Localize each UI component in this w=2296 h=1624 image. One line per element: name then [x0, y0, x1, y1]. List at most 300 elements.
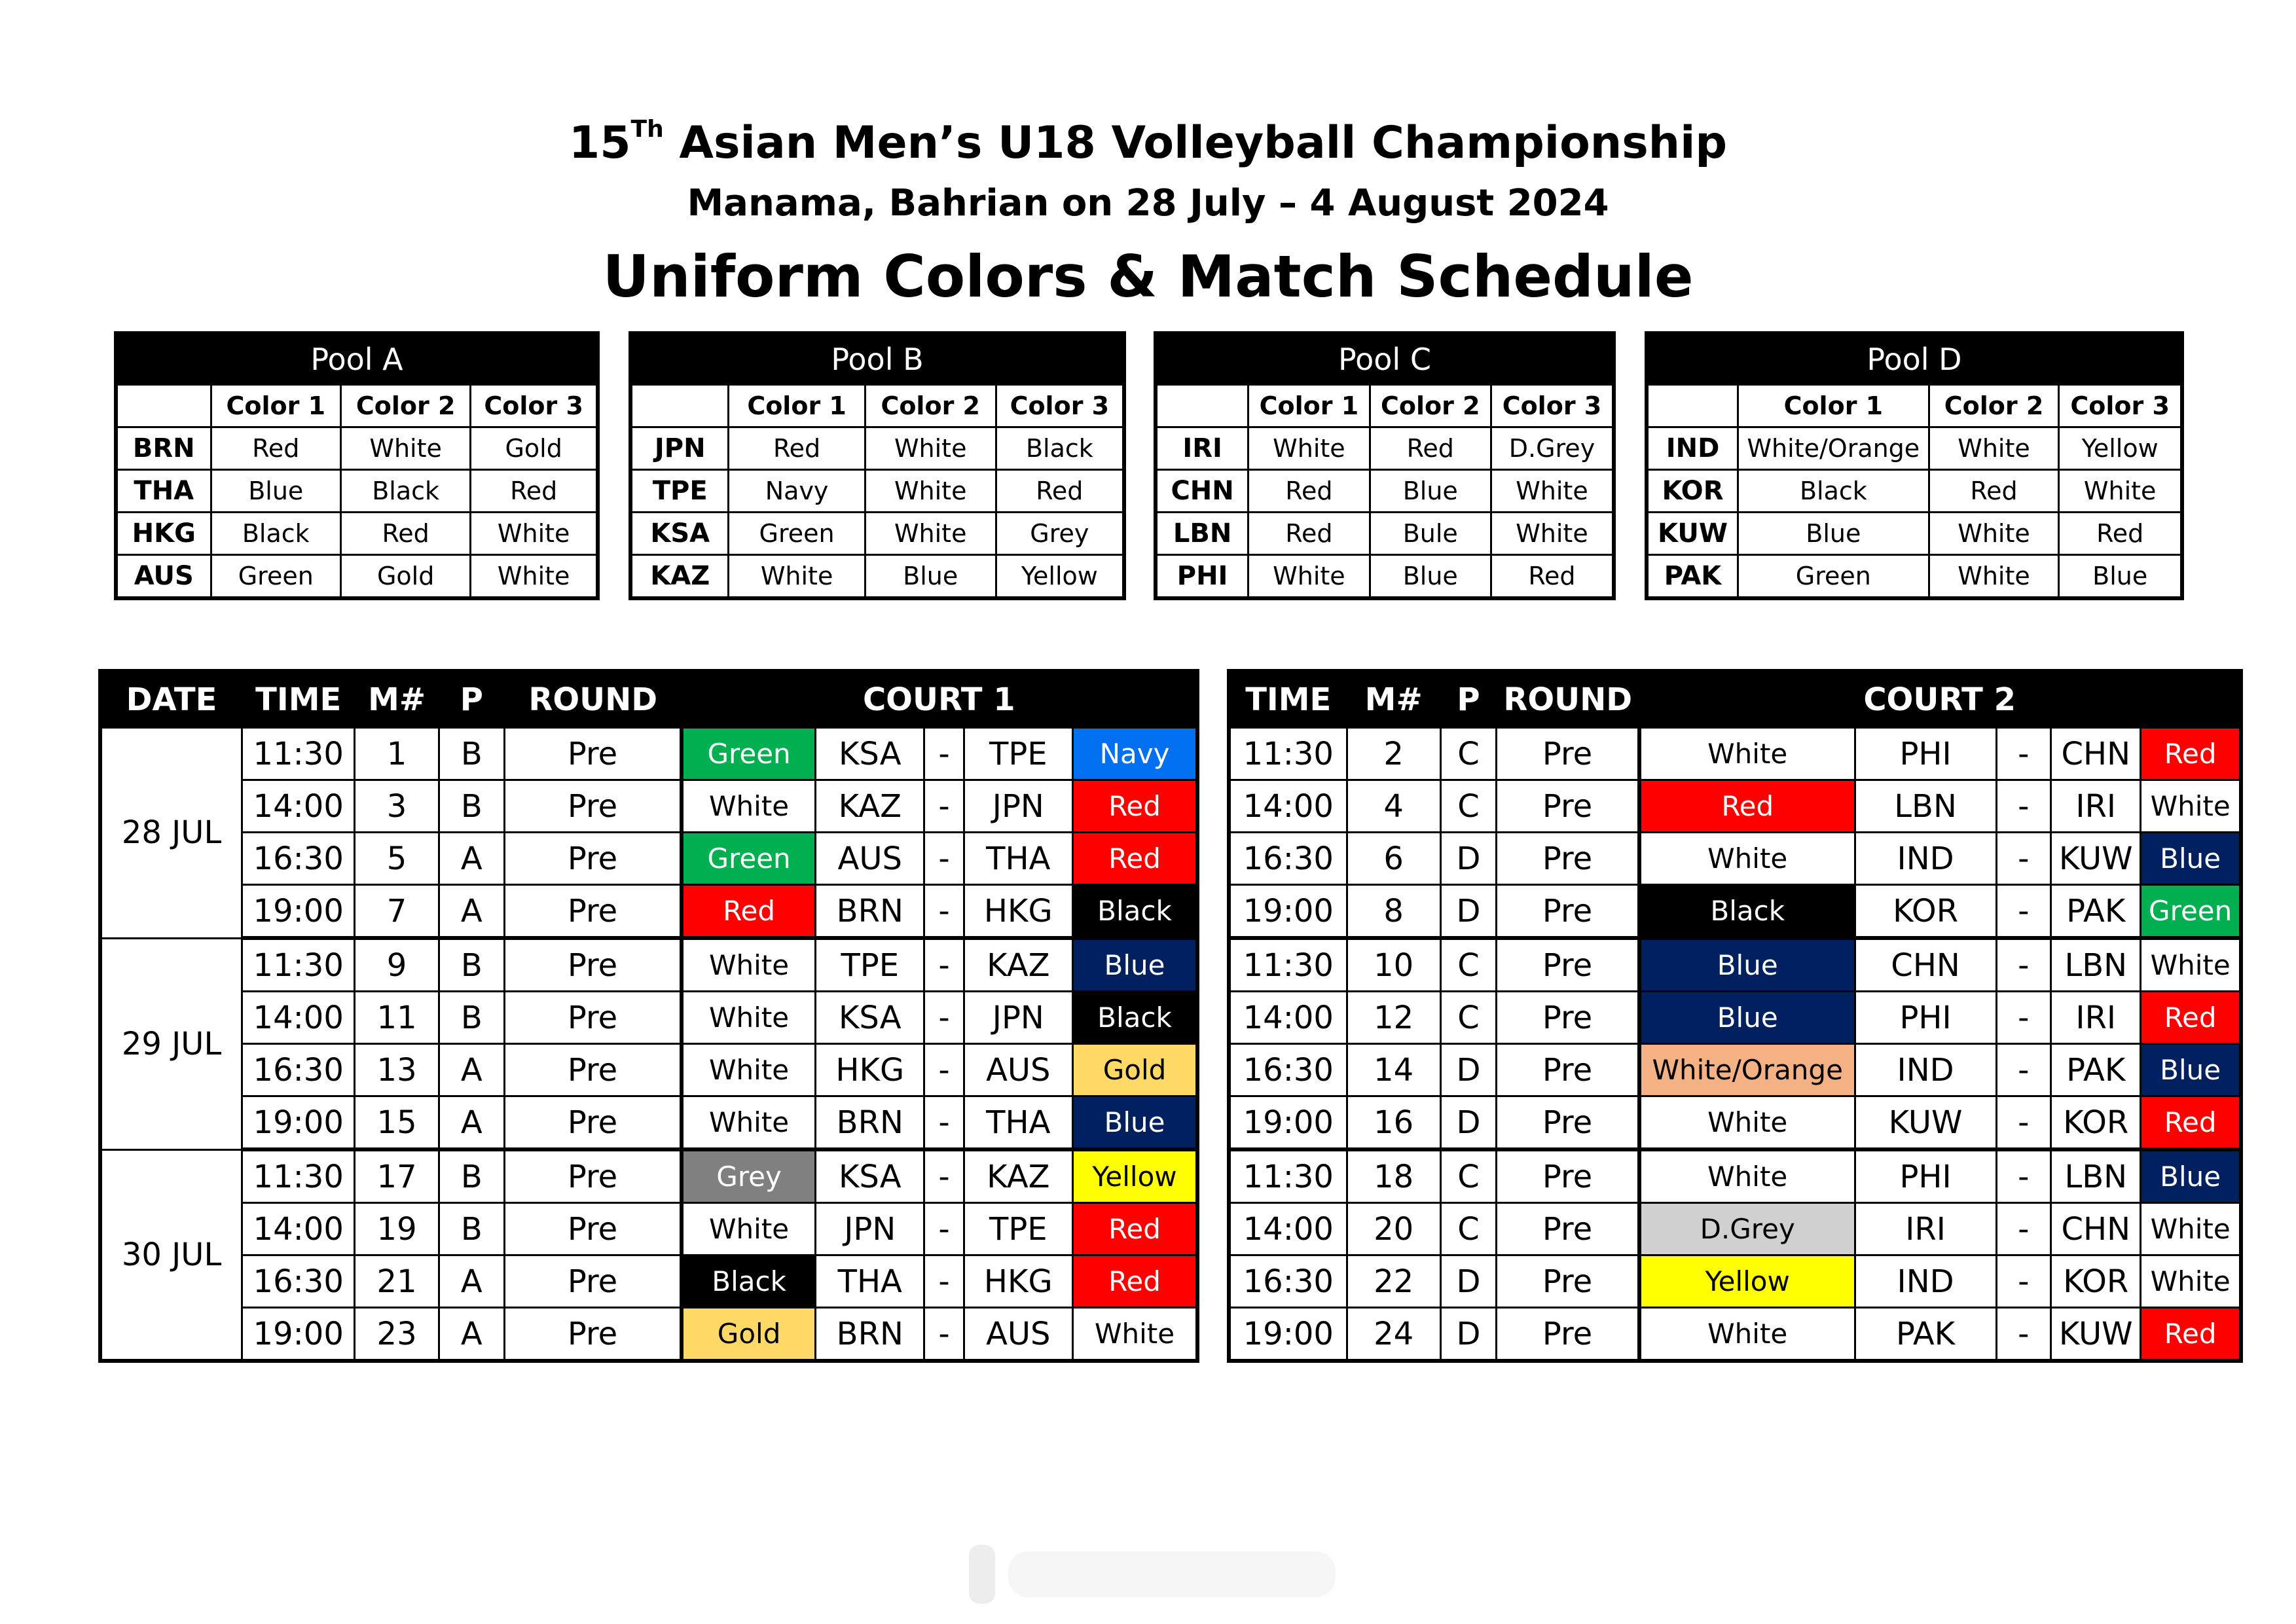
home-uniform-color: White [682, 1203, 815, 1255]
home-team: PAK [1855, 1308, 1996, 1362]
match-round: Pre [1497, 1096, 1639, 1150]
pool-d-table [1645, 331, 2184, 600]
versus-separator: - [1996, 1308, 2051, 1362]
home-team: IRI [1855, 1203, 1996, 1255]
team-color: Red [1370, 427, 1491, 470]
match-pool: C [1440, 1203, 1496, 1255]
time-header: TIME [1229, 671, 1347, 728]
team-color: Red [1929, 470, 2059, 513]
away-team: KUW [2051, 833, 2141, 885]
home-uniform-color: Gold [682, 1308, 815, 1362]
away-uniform-color: Red [2141, 1308, 2241, 1362]
pool-color-header: Color 3 [471, 385, 598, 427]
home-uniform-color: White [682, 1044, 815, 1096]
match-number: 11 [355, 992, 439, 1044]
match-row [1229, 1308, 2241, 1362]
away-uniform-color: Red [2141, 728, 2241, 780]
home-uniform-color: White [1639, 1308, 1855, 1362]
team-color: Red [340, 513, 470, 555]
match-round: Pre [1497, 992, 1639, 1044]
home-uniform-color: Grey [682, 1149, 815, 1203]
team-color: Gold [471, 427, 598, 470]
pool-color-header: Color 3 [1491, 385, 1614, 427]
versus-separator: - [924, 780, 964, 833]
home-team: PHI [1855, 992, 1996, 1044]
team-code: TPE [630, 470, 729, 513]
team-code: KUW [1647, 513, 1738, 555]
team-color: Green [1738, 555, 1929, 599]
match-row [1229, 780, 2241, 833]
away-team: LBN [2051, 1149, 2141, 1203]
home-uniform-color: Red [682, 885, 815, 939]
team-color: Red [471, 470, 598, 513]
away-uniform-color: Red [1073, 1255, 1198, 1308]
match-time: 14:00 [242, 992, 355, 1044]
home-team: CHN [1855, 938, 1996, 992]
home-uniform-color: Blue [1639, 938, 1855, 992]
team-color: White [1929, 427, 2059, 470]
pool-color-header: Color 1 [1738, 385, 1929, 427]
match-number: 4 [1347, 780, 1440, 833]
home-uniform-color: White [682, 1096, 815, 1150]
team-code: KSA [630, 513, 729, 555]
team-color: Red [729, 427, 865, 470]
match-date: 29 JUL [100, 938, 242, 1149]
away-uniform-color: Yellow [1073, 1149, 1198, 1203]
away-uniform-color: Blue [2141, 833, 2241, 885]
pool-header-row [1156, 385, 1614, 427]
team-color: White/Orange [1738, 427, 1929, 470]
home-uniform-color: White [1639, 1096, 1855, 1150]
pool-team-row [1647, 555, 2182, 599]
home-team: KUW [1855, 1096, 1996, 1150]
away-uniform-color: Blue [1073, 1096, 1198, 1150]
match-time: 19:00 [242, 1308, 355, 1362]
match-round: Pre [1497, 1203, 1639, 1255]
match-pool: B [439, 1203, 504, 1255]
team-code: PAK [1647, 555, 1738, 599]
match-round: Pre [504, 938, 682, 992]
team-color: Blue [1370, 555, 1491, 599]
team-color: Red [2059, 513, 2182, 555]
match-round: Pre [1497, 1044, 1639, 1096]
pool-title-row [116, 333, 598, 385]
pool-team-row [630, 555, 1124, 599]
match-time: 11:30 [242, 1149, 355, 1203]
match-round: Pre [1497, 833, 1639, 885]
home-team: PHI [1855, 1149, 1996, 1203]
away-uniform-color: White [2141, 1255, 2241, 1308]
match-pool: D [1440, 833, 1496, 885]
team-color: White [340, 427, 470, 470]
match-row [100, 728, 1197, 780]
team-color: Green [211, 555, 340, 599]
match-number: 23 [355, 1308, 439, 1362]
schedule-header-row [100, 671, 1197, 728]
match-time: 19:00 [242, 885, 355, 939]
versus-separator: - [1996, 1255, 2051, 1308]
match-row [1229, 885, 2241, 939]
pool-header-blank [1156, 385, 1248, 427]
home-team: THA [816, 1255, 924, 1308]
match-number: 15 [355, 1096, 439, 1150]
page-heading: Uniform Colors & Match Schedule [602, 243, 1694, 310]
match-row [1229, 1044, 2241, 1096]
away-team: KUW [2051, 1308, 2141, 1362]
match-time: 14:00 [1229, 780, 1347, 833]
match-number: 14 [1347, 1044, 1440, 1096]
match-row [1229, 1203, 2241, 1255]
match-time: 19:00 [242, 1096, 355, 1150]
match-round: Pre [504, 1255, 682, 1308]
match-pool: D [1440, 1044, 1496, 1096]
match-row [1229, 992, 2241, 1044]
match-round: Pre [504, 780, 682, 833]
team-color: Blue [865, 555, 996, 599]
match-pool: B [439, 1149, 504, 1203]
team-code: THA [116, 470, 211, 513]
match-number: 21 [355, 1255, 439, 1308]
team-color: White [1929, 513, 2059, 555]
versus-separator: - [1996, 728, 2051, 780]
match-number-header: M# [1347, 671, 1440, 728]
match-row [100, 1255, 1197, 1308]
venue-subtitle: Manama, Bahrian on 28 July – 4 August 2024 [687, 182, 1609, 225]
pool-team-row [116, 427, 598, 470]
match-time: 19:00 [1229, 1308, 1347, 1362]
pool-header-blank [1647, 385, 1738, 427]
versus-separator: - [924, 1149, 964, 1203]
match-pool: C [1440, 780, 1496, 833]
team-color: Blue [1370, 470, 1491, 513]
match-pool: C [1440, 992, 1496, 1044]
match-round: Pre [1497, 728, 1639, 780]
round-header: ROUND [504, 671, 682, 728]
match-row [1229, 1255, 2241, 1308]
home-uniform-color: Green [682, 728, 815, 780]
match-pool: A [439, 1255, 504, 1308]
team-color: D.Grey [1491, 427, 1614, 470]
pool-header: P [1440, 671, 1496, 728]
team-color: Black [340, 470, 470, 513]
match-number-header: M# [355, 671, 439, 728]
team-color: White [1248, 427, 1370, 470]
versus-separator: - [924, 1203, 964, 1255]
court-1-schedule [98, 669, 1199, 1363]
team-color: Yellow [996, 555, 1124, 599]
home-team: KOR [1855, 885, 1996, 939]
home-team: IND [1855, 833, 1996, 885]
match-round: Pre [1497, 885, 1639, 939]
versus-separator: - [924, 1255, 964, 1308]
c2-header: COURT 2 [1639, 671, 2241, 728]
team-code: AUS [116, 555, 211, 599]
pool-color-header: Color 2 [340, 385, 470, 427]
pool-title-row [630, 333, 1124, 385]
pool-team-row [630, 427, 1124, 470]
versus-separator: - [924, 885, 964, 939]
home-team: BRN [816, 885, 924, 939]
c1-header: COURT 1 [682, 671, 1197, 728]
match-time: 14:00 [1229, 1203, 1347, 1255]
team-color: White [729, 555, 865, 599]
team-color: Blue [2059, 555, 2182, 599]
match-round: Pre [1497, 1255, 1639, 1308]
away-uniform-color: Blue [2141, 1149, 2241, 1203]
match-number: 8 [1347, 885, 1440, 939]
home-uniform-color: Red [1639, 780, 1855, 833]
match-pool: B [439, 992, 504, 1044]
away-uniform-color: White [2141, 938, 2241, 992]
team-color: White [1491, 513, 1614, 555]
away-team: KAZ [964, 1149, 1072, 1203]
match-pool: A [439, 833, 504, 885]
pool-header-row [116, 385, 598, 427]
away-team: AUS [964, 1044, 1072, 1096]
match-number: 1 [355, 728, 439, 780]
match-number: 16 [1347, 1096, 1440, 1150]
home-team: PHI [1855, 728, 1996, 780]
away-team: KOR [2051, 1255, 2141, 1308]
match-time: 14:00 [1229, 992, 1347, 1044]
pool-team-row [1647, 470, 2182, 513]
away-team: PAK [2051, 1044, 2141, 1096]
match-number: 10 [1347, 938, 1440, 992]
match-number: 2 [1347, 728, 1440, 780]
away-team: AUS [964, 1308, 1072, 1362]
pool-color-header: Color 2 [865, 385, 996, 427]
versus-separator: - [1996, 1096, 2051, 1150]
home-uniform-color: D.Grey [1639, 1203, 1855, 1255]
pool-color-header: Color 3 [996, 385, 1124, 427]
away-team: KOR [2051, 1096, 2141, 1150]
match-row [100, 1308, 1197, 1362]
match-time: 16:30 [1229, 1255, 1347, 1308]
home-team: KAZ [816, 780, 924, 833]
pool-a-table [114, 331, 600, 600]
home-team: IND [1855, 1255, 1996, 1308]
home-team: LBN [1855, 780, 1996, 833]
match-number: 24 [1347, 1308, 1440, 1362]
versus-separator: - [1996, 1044, 2051, 1096]
pool-color-header: Color 1 [1248, 385, 1370, 427]
match-row [100, 1096, 1197, 1150]
home-team: AUS [816, 833, 924, 885]
match-date: 30 JUL [100, 1149, 242, 1361]
away-uniform-color: Navy [1073, 728, 1198, 780]
home-team: KSA [816, 1149, 924, 1203]
match-round: Pre [504, 1149, 682, 1203]
match-number: 7 [355, 885, 439, 939]
away-uniform-color: White [2141, 780, 2241, 833]
pool-team-row [116, 513, 598, 555]
home-uniform-color: Black [682, 1255, 815, 1308]
match-round: Pre [1497, 780, 1639, 833]
match-round: Pre [504, 728, 682, 780]
match-row [100, 992, 1197, 1044]
match-time: 19:00 [1229, 1096, 1347, 1150]
home-uniform-color: White [1639, 728, 1855, 780]
match-row [1229, 728, 2241, 780]
match-time: 11:30 [1229, 938, 1347, 992]
round-header: ROUND [1497, 671, 1639, 728]
match-time: 14:00 [242, 1203, 355, 1255]
away-uniform-color: White [2141, 1203, 2241, 1255]
match-time: 16:30 [242, 833, 355, 885]
team-color: Blue [1738, 513, 1929, 555]
schedule-header-row [1229, 671, 2241, 728]
team-color: Yellow [2059, 427, 2182, 470]
match-row [1229, 1149, 2241, 1203]
match-number: 9 [355, 938, 439, 992]
home-team: IND [1855, 1044, 1996, 1096]
match-number: 22 [1347, 1255, 1440, 1308]
versus-separator: - [1996, 780, 2051, 833]
versus-separator: - [1996, 885, 2051, 939]
home-uniform-color: White [682, 992, 815, 1044]
team-color: Black [211, 513, 340, 555]
team-code: KAZ [630, 555, 729, 599]
match-round: Pre [504, 1308, 682, 1362]
away-team: HKG [964, 1255, 1072, 1308]
team-code: IRI [1156, 427, 1248, 470]
away-team: PAK [2051, 885, 2141, 939]
home-uniform-color: White [682, 780, 815, 833]
team-color: White [1491, 470, 1614, 513]
away-uniform-color: Red [1073, 1203, 1198, 1255]
home-uniform-color: Yellow [1639, 1255, 1855, 1308]
home-uniform-color: Black [1639, 885, 1855, 939]
away-team: TPE [964, 1203, 1072, 1255]
team-color: Blue [211, 470, 340, 513]
match-number: 5 [355, 833, 439, 885]
match-row [100, 780, 1197, 833]
team-color: Bule [1370, 513, 1491, 555]
versus-separator: - [1996, 938, 2051, 992]
team-color: Black [1738, 470, 1929, 513]
home-uniform-color: White [1639, 1149, 1855, 1203]
team-code: HKG [116, 513, 211, 555]
match-round: Pre [1497, 938, 1639, 992]
match-row [100, 833, 1197, 885]
match-time: 16:30 [1229, 833, 1347, 885]
match-number: 20 [1347, 1203, 1440, 1255]
home-uniform-color: White [682, 938, 815, 992]
match-time: 14:00 [242, 780, 355, 833]
pool-team-row [1156, 427, 1614, 470]
match-time: 16:30 [242, 1044, 355, 1096]
pool-name: Pool B [630, 333, 1124, 385]
match-date: 28 JUL [100, 728, 242, 939]
away-team: JPN [964, 992, 1072, 1044]
team-color: White [865, 427, 996, 470]
time-header: TIME [242, 671, 355, 728]
match-row [1229, 938, 2241, 992]
match-number: 17 [355, 1149, 439, 1203]
versus-separator: - [1996, 833, 2051, 885]
match-round: Pre [1497, 1308, 1639, 1362]
match-pool: A [439, 1044, 504, 1096]
away-team: LBN [2051, 938, 2141, 992]
versus-separator: - [1996, 992, 2051, 1044]
match-row [1229, 1096, 2241, 1150]
team-code: KOR [1647, 470, 1738, 513]
away-uniform-color: Red [1073, 833, 1198, 885]
pool-c-table [1154, 331, 1616, 600]
pool-title-row [1156, 333, 1614, 385]
pool-team-row [1156, 470, 1614, 513]
match-pool: A [439, 885, 504, 939]
team-color: Gold [340, 555, 470, 599]
match-round: Pre [504, 1096, 682, 1150]
match-pool: D [1440, 1255, 1496, 1308]
pool-title-row [1647, 333, 2182, 385]
team-code: IND [1647, 427, 1738, 470]
home-uniform-color: Green [682, 833, 815, 885]
match-time: 19:00 [1229, 885, 1347, 939]
team-color: White [1929, 555, 2059, 599]
home-team: BRN [816, 1308, 924, 1362]
match-number: 19 [355, 1203, 439, 1255]
team-color: White [865, 470, 996, 513]
home-team: KSA [816, 728, 924, 780]
home-team: KSA [816, 992, 924, 1044]
court-2-schedule [1227, 669, 2243, 1363]
pool-name: Pool C [1156, 333, 1614, 385]
home-team: HKG [816, 1044, 924, 1096]
away-uniform-color: Blue [2141, 1044, 2241, 1096]
home-uniform-color: White [1639, 833, 1855, 885]
pool-team-row [630, 470, 1124, 513]
match-time: 11:30 [1229, 728, 1347, 780]
away-uniform-color: Black [1073, 885, 1198, 939]
away-team: THA [964, 1096, 1072, 1150]
pool-team-row [116, 555, 598, 599]
home-uniform-color: Blue [1639, 992, 1855, 1044]
pool-color-header: Color 2 [1370, 385, 1491, 427]
match-time: 11:30 [242, 728, 355, 780]
home-team: BRN [816, 1096, 924, 1150]
team-color: White [865, 513, 996, 555]
match-round: Pre [504, 833, 682, 885]
pool-team-row [630, 513, 1124, 555]
match-row [100, 1044, 1197, 1096]
versus-separator: - [924, 938, 964, 992]
team-color: Red [1491, 555, 1614, 599]
title-block [0, 98, 2296, 316]
away-team: CHN [2051, 728, 2141, 780]
match-row [1229, 833, 2241, 885]
match-pool: D [1440, 1308, 1496, 1362]
away-team: IRI [2051, 780, 2141, 833]
team-color: White [471, 555, 598, 599]
away-uniform-color: Red [1073, 780, 1198, 833]
match-pool: A [439, 1096, 504, 1150]
team-color: White [471, 513, 598, 555]
match-pool: A [439, 1308, 504, 1362]
away-team: HKG [964, 885, 1072, 939]
match-round: Pre [504, 1203, 682, 1255]
away-uniform-color: Red [2141, 1096, 2241, 1150]
pool-name: Pool A [116, 333, 598, 385]
pool-color-header: Color 1 [211, 385, 340, 427]
away-team: IRI [2051, 992, 2141, 1044]
pool-team-row [1647, 427, 2182, 470]
match-pool: C [1440, 1149, 1496, 1203]
team-code: LBN [1156, 513, 1248, 555]
away-uniform-color: Black [1073, 992, 1198, 1044]
match-number: 12 [1347, 992, 1440, 1044]
